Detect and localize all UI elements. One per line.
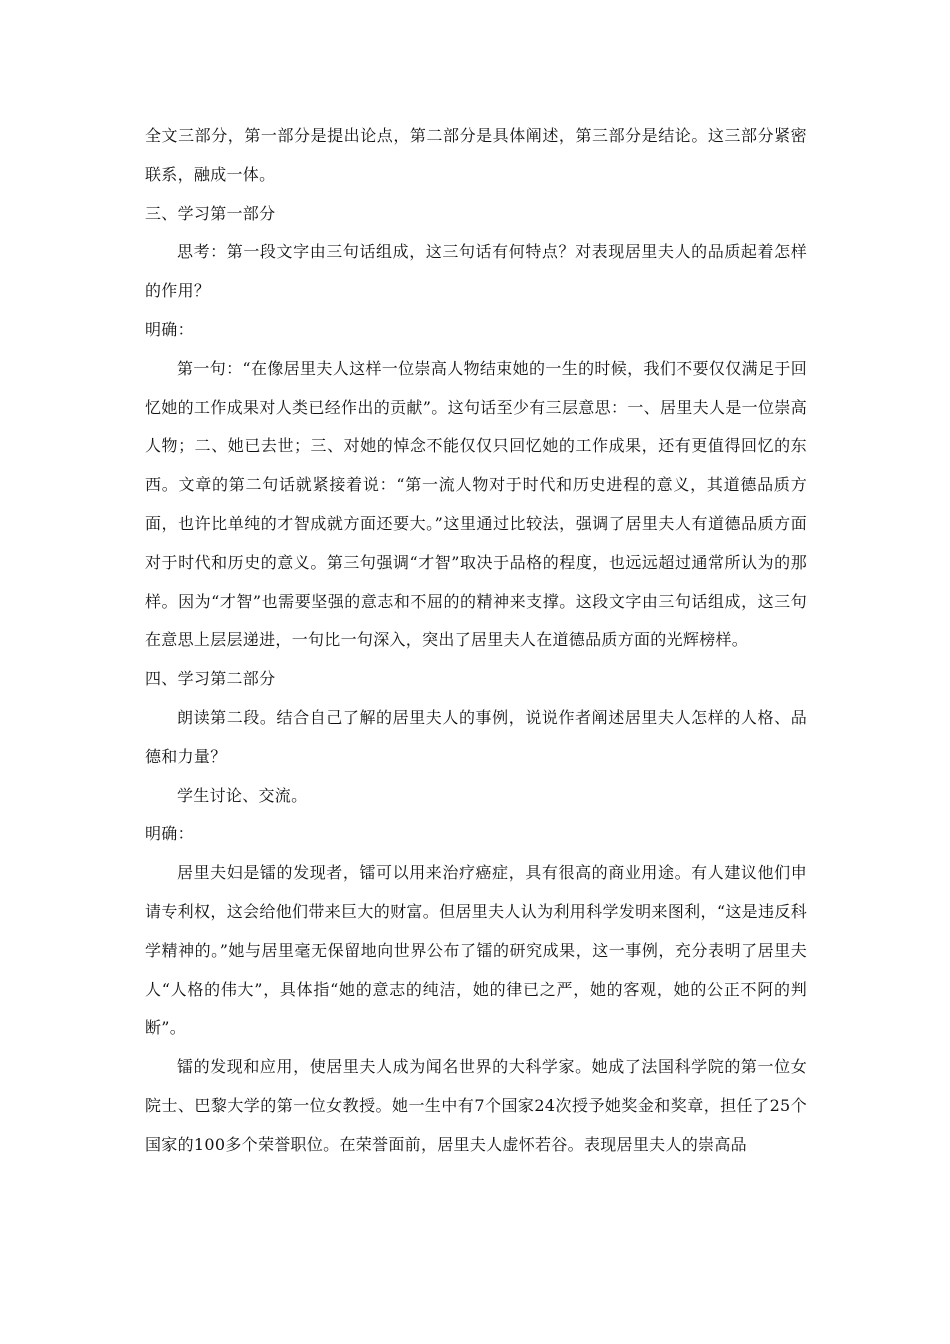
paragraph-structure-summary: 全文三部分，第一部分是提出论点，第二部分是具体阐述，第三部分是结论。这三部分紧密联系，融成一体。: [145, 126, 807, 184]
heading-section-three: 三、学习第一部分: [145, 203, 276, 223]
paragraph-answer-two: 居里夫妇是镭的发现者，镭可以用来治疗癌症，具有很高的商业用途。有人建议他们申请专利权，这会给他们带来巨大的财富。但居里夫人认为利用科学发明来图利，“这是违反科学精神的。”她与居里毫无保留地向世界公布了镭的研究成果，这一事例，充分表明了居里夫人“人格的伟大”，具体指“她的意志的纯洁，她的律已之严，她的客观，她的公正不阿的判断”。: [145, 863, 807, 1038]
paragraph-answer-one: 第一句：“在像居里夫人这样一位崇高人物结束她的一生的时候，我们不要仅仅满足于回忆她的工作成果对人类已经作出的贡献”。这句话至少有三层意思：一、居里夫人是一位崇高人物；二、她已去世；三、对她的悼念不能仅仅只回忆她的工作成果，还有更值得回忆的东西。文章的第二句话就紧接着说：“第一流人物对于时代和历史进程的意义，其道德品质方面，也许比单纯的才智成就方面还要大。”这里通过比较法，强调了居里夫人有道德品质方面对于时代和历史的意义。第三句强调“才智”取决于品格的程度，也远远超过通常所认为的那样。因为“才智”也需要坚强的意志和不屈的的精神来支撑。这段文字由三句话组成，这三句在意思上层层递进，一句比一句深入，突出了居里夫人在道德品质方面的光辉榜样。: [145, 358, 807, 650]
paragraph-radium-honors: 镭的发现和应用，使居里夫人成为闻名世界的大科学家。她成了法国科学院的第一位女院士、巴黎大学的第一位女教授。她一生中有7个国家24次授予她奖金和奖章，担任了25个国家的100多个荣誉职位。在荣誉面前，居里夫人虚怀若谷。表现居里夫人的崇高品: [145, 1057, 807, 1154]
document-body: [145, 117, 807, 1165]
paragraph-discussion: 学生讨论、交流。: [177, 785, 308, 805]
paragraph-question-one: 思考：第一段文字由三句话组成，这三句话有何特点？对表现居里夫人的品质起着怎样的作用？: [145, 242, 807, 301]
heading-section-four: 四、学习第二部分: [145, 669, 276, 689]
label-answer-two: 明确：: [145, 824, 194, 844]
label-answer-one: 明确：: [145, 319, 194, 339]
paragraph-question-two: 朗读第二段。结合自己了解的居里夫人的事例，说说作者阐述居里夫人怎样的人格、品德和力量？: [145, 707, 807, 766]
